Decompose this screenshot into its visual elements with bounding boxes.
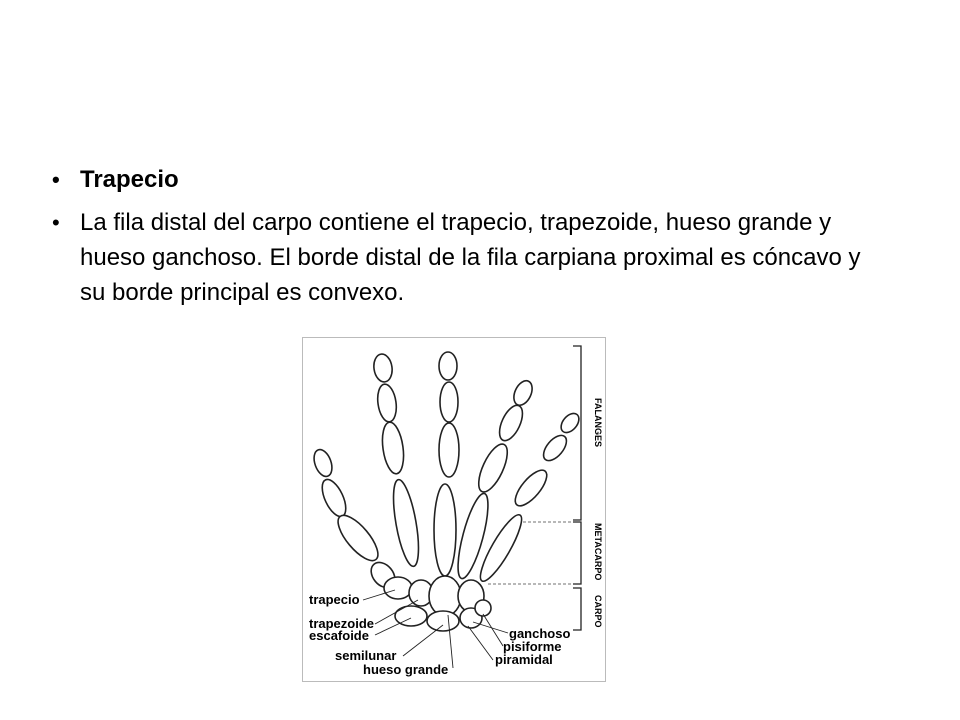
index-finger-bones <box>372 353 423 568</box>
escafoide-label: escafoide <box>309 628 369 643</box>
hueso-grande-label: hueso grande <box>363 662 449 677</box>
little-finger-bones <box>474 410 582 585</box>
falanges-label: FALANGES <box>593 398 603 448</box>
bullet-item-description <box>52 205 892 310</box>
bullet-text: Trapecio <box>80 166 179 193</box>
metacarpo-label: METACARPO <box>593 523 603 581</box>
middle-finger-bones <box>434 352 459 576</box>
bullet-text: La fila distal del carpo contiene el trapecio, trapezoide, hueso grande y hueso ganchoso. El borde distal de la fila carpiana proximal es cóncavo y su borde principal es convexo. <box>80 209 861 306</box>
region-brackets <box>573 346 581 630</box>
bullet-dot-icon: • <box>52 210 60 235</box>
trapezoide-label: trapezoide <box>309 616 375 631</box>
bullet-dot-icon: • <box>52 167 60 192</box>
bullet-item-title <box>52 162 892 197</box>
bullet-list <box>52 162 892 318</box>
hand-skeleton-diagram <box>303 338 605 681</box>
hand-bones-illustration <box>302 337 606 682</box>
carpo-label: CARPO <box>593 595 603 628</box>
thumb-bones <box>311 447 400 592</box>
piramidal-label: piramidal <box>495 652 553 667</box>
trapecio-label: trapecio <box>309 592 360 607</box>
ganchoso-label: ganchoso <box>509 626 571 641</box>
pisiforme-label: pisiforme <box>503 639 562 654</box>
semilunar-label: semilunar <box>335 648 397 663</box>
